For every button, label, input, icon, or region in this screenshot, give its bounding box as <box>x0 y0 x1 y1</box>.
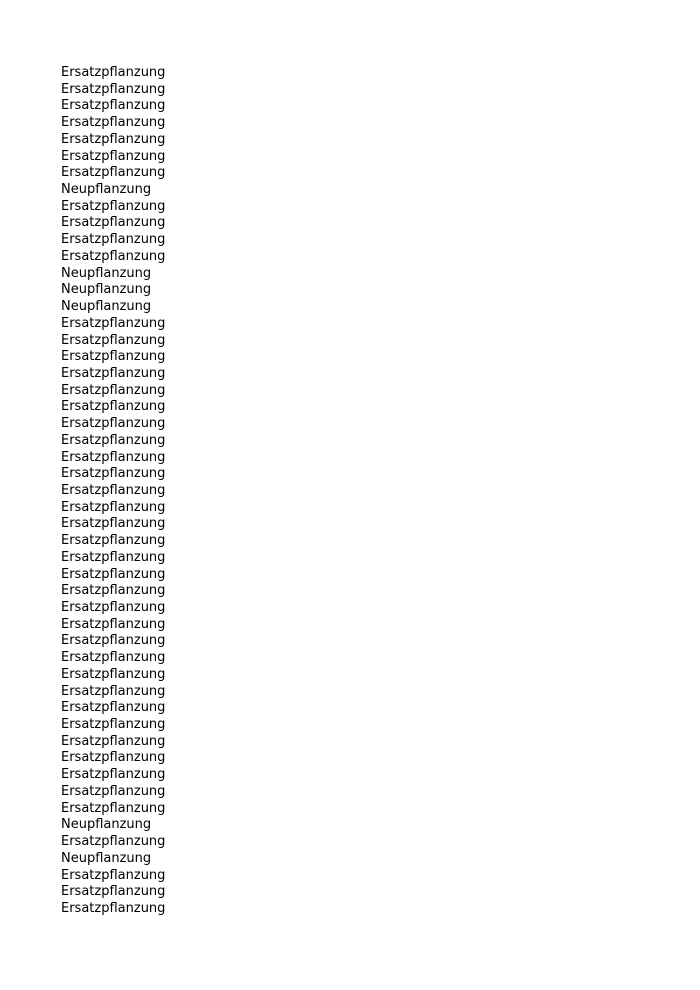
planting-type-entry: Ersatzpflanzung <box>61 332 166 348</box>
planting-type-entry: Ersatzpflanzung <box>61 783 166 799</box>
planting-type-entry: Neupflanzung <box>61 299 152 315</box>
planting-type-entry: Ersatzpflanzung <box>61 549 166 565</box>
planting-type-entry: Ersatzpflanzung <box>61 516 166 532</box>
planting-type-entry: Ersatzpflanzung <box>61 98 166 114</box>
planting-type-entry: Ersatzpflanzung <box>61 566 166 582</box>
planting-type-entry: Ersatzpflanzung <box>61 382 166 398</box>
planting-type-entry: Ersatzpflanzung <box>61 750 166 766</box>
planting-type-entry: Ersatzpflanzung <box>61 198 166 214</box>
planting-type-entry: Ersatzpflanzung <box>61 165 166 181</box>
planting-type-entry: Ersatzpflanzung <box>61 884 166 900</box>
planting-type-entry: Ersatzpflanzung <box>61 115 166 131</box>
planting-type-entry: Ersatzpflanzung <box>61 733 166 749</box>
planting-type-entry: Ersatzpflanzung <box>61 600 166 615</box>
planting-type-entry: Neupflanzung <box>61 282 152 298</box>
planting-type-entry: Ersatzpflanzung <box>61 248 166 264</box>
planting-type-entry: Neupflanzung <box>61 265 152 281</box>
planting-type-entry: Ersatzpflanzung <box>61 148 166 164</box>
planting-type-entry: Ersatzpflanzung <box>61 767 166 783</box>
planting-type-entry: Ersatzpflanzung <box>61 349 166 365</box>
planting-type-entry: Ersatzpflanzung <box>61 215 166 231</box>
planting-type-entry: Ersatzpflanzung <box>61 800 166 816</box>
planting-type-entry: Ersatzpflanzung <box>61 867 166 883</box>
planting-type-entry: Ersatzpflanzung <box>61 683 166 699</box>
planting-type-entry: Ersatzpflanzung <box>61 449 166 465</box>
planting-type-entry: Ersatzpflanzung <box>61 432 166 448</box>
planting-type-entry: Ersatzpflanzung <box>61 616 166 632</box>
planting-type-entry: Ersatzpflanzung <box>61 482 166 498</box>
planting-type-entry: Ersatzpflanzung <box>61 583 166 599</box>
planting-type-entry: Neupflanzung <box>61 817 152 833</box>
planting-type-entry: Neupflanzung <box>61 182 152 198</box>
planting-type-entry: Ersatzpflanzung <box>61 900 166 916</box>
planting-type-entry: Ersatzpflanzung <box>61 834 166 850</box>
planting-type-list <box>61 65 165 918</box>
planting-type-entry: Ersatzpflanzung <box>61 365 166 381</box>
planting-type-entry: Ersatzpflanzung <box>61 533 166 549</box>
planting-type-entry: Ersatzpflanzung <box>61 399 166 415</box>
planting-type-entry: Ersatzpflanzung <box>61 131 166 147</box>
planting-type-entry: Ersatzpflanzung <box>61 232 166 248</box>
planting-type-entry: Ersatzpflanzung <box>61 81 166 97</box>
planting-type-entry: Ersatzpflanzung <box>61 666 166 682</box>
planting-type-entry: Ersatzpflanzung <box>61 65 166 80</box>
planting-type-entry: Ersatzpflanzung <box>61 315 166 331</box>
planting-type-entry: Ersatzpflanzung <box>61 700 166 716</box>
planting-type-entry: Neupflanzung <box>61 850 152 866</box>
planting-type-entry: Ersatzpflanzung <box>61 650 166 666</box>
planting-type-entry: Ersatzpflanzung <box>61 416 166 432</box>
planting-type-entry: Ersatzpflanzung <box>61 466 166 482</box>
planting-type-entry: Ersatzpflanzung <box>61 717 166 733</box>
planting-type-entry: Ersatzpflanzung <box>61 633 166 649</box>
planting-type-entry: Ersatzpflanzung <box>61 499 166 515</box>
